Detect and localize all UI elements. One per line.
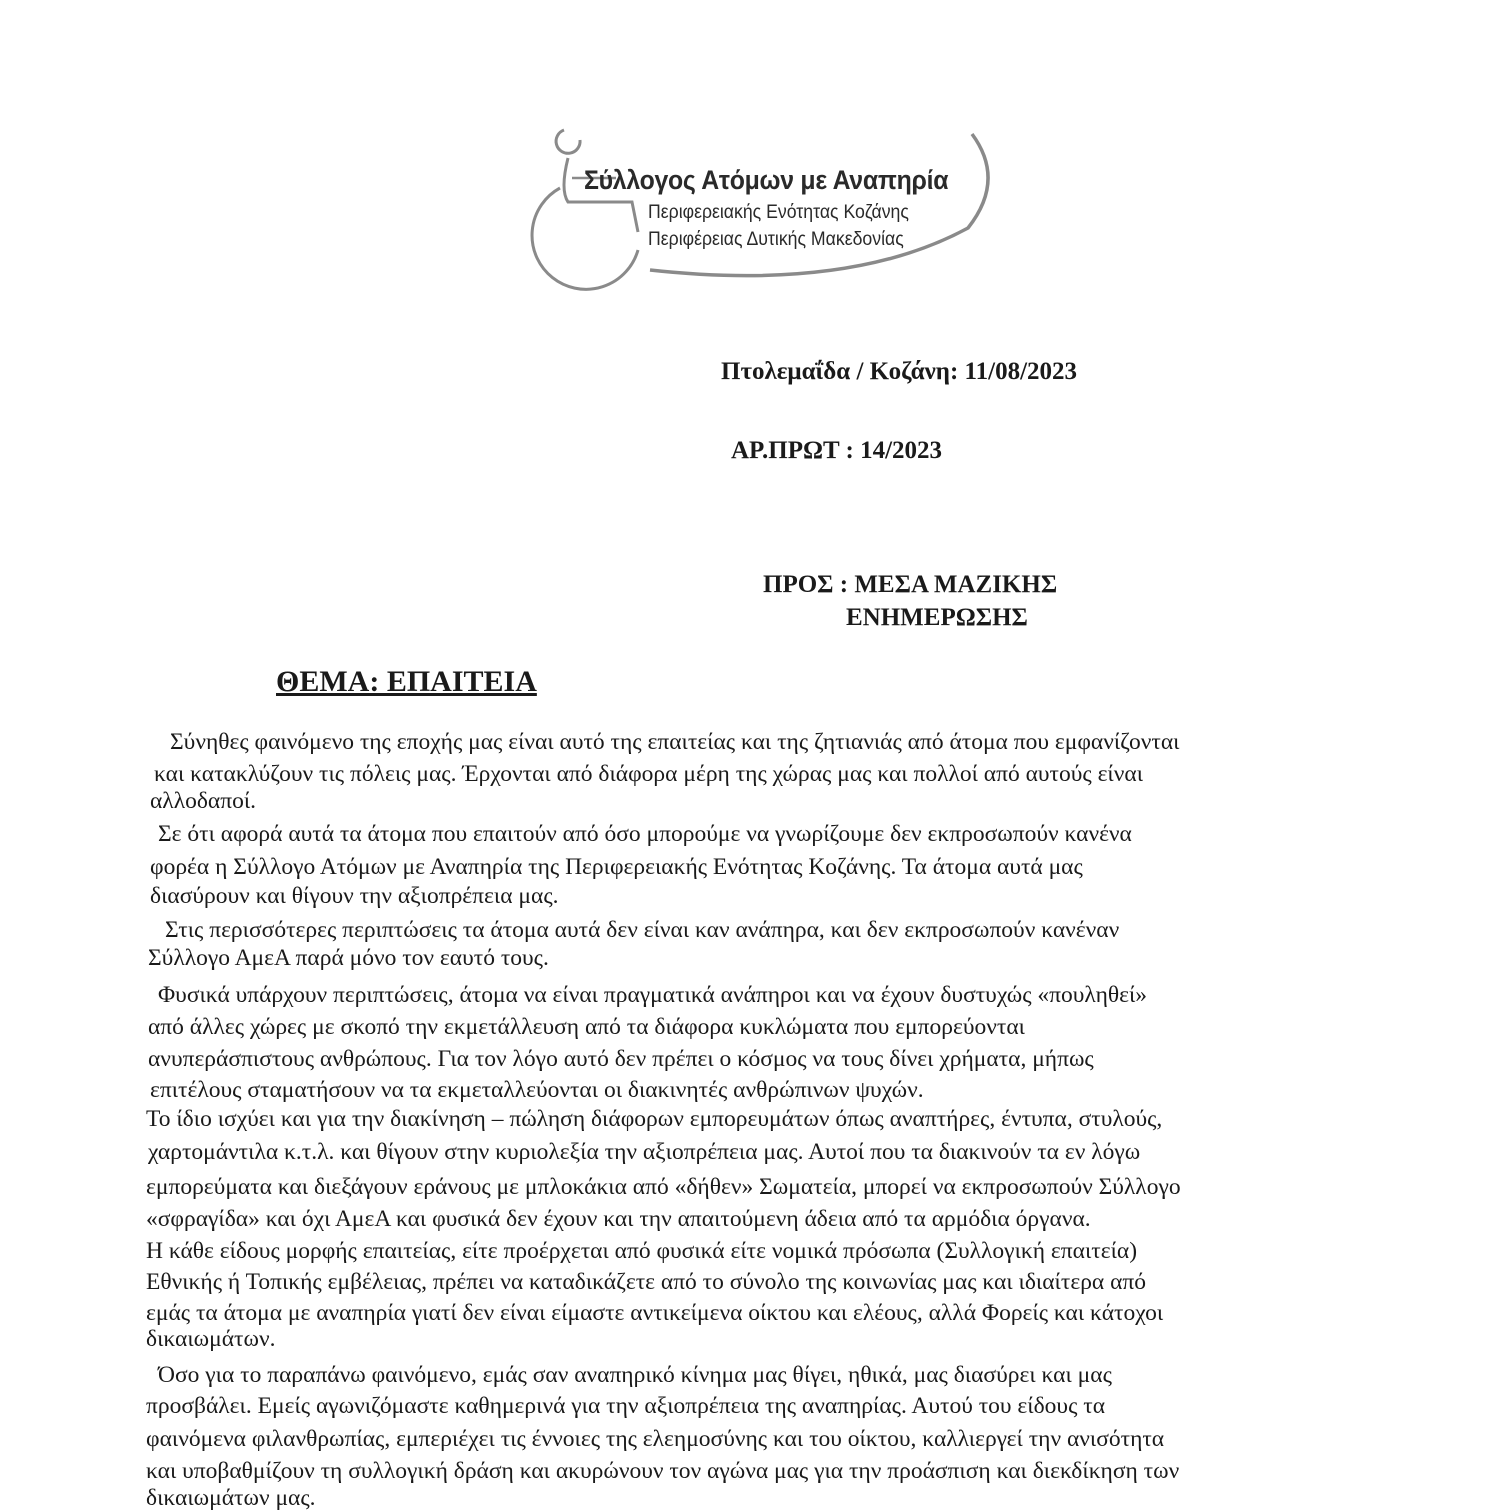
body-line: προσβάλει. Εμείς αγωνιζόμαστε καθημερινά για την αξιοπρέπεια της αναπηρίας. Αυτού του είδους τα	[146, 1393, 1106, 1419]
protocol-number: ΑΡ.ΠΡΩΤ : 14/2023	[731, 437, 943, 464]
body-line: και κατακλύζουν τις πόλεις μας. Έρχονται από διάφορα μέρη της χώρας μας και πολλοί από αυτούς είναι	[154, 761, 1144, 787]
body-line: εμάς τα άτομα με αναπηρία γιατί δεν είναι είμαστε αντικείμενα οίκτου και ελέους, αλλά Φορείς και κάτοχοι	[146, 1300, 1164, 1326]
body-line: Το ίδιο ισχύει και για την διακίνηση – πώληση διάφορων εμπορευμάτων όπως αναπτήρες, έντυπα, στυλούς,	[146, 1106, 1163, 1132]
body-line: φαινόμενα φιλανθρωπίας, εμπεριέχει τις έννοιες της ελεημοσύνης και του οίκτου, καλλιεργεί την ανισότητα	[146, 1426, 1165, 1452]
body-line: χαρτομάντιλα κ.τ.λ. και θίγουν στην κυριολεξία την αξιοπρέπεια μας. Αυτοί που τα διακινούν τα εν λόγω	[148, 1139, 1141, 1165]
body-line: φορέα η Σύλλογο Ατόμων με Αναπηρία της Περιφερειακής Ενότητας Κοζάνης. Τα άτομα αυτά μας	[150, 854, 1083, 880]
organization-logo	[520, 120, 1000, 300]
recipient-line-2: ΕΝΗΜΕΡΩΣΗΣ	[846, 604, 1028, 631]
body-line: αλλοδαποί.	[150, 788, 257, 814]
body-line: δικαιωμάτων.	[146, 1326, 276, 1352]
recipient-line-1: ΠΡΟΣ : ΜΕΣΑ ΜΑΖΙΚΗΣ	[763, 571, 1058, 598]
body-line: δικαιωμάτων μας.	[146, 1485, 316, 1511]
body-line: Στις περισσότερες περιπτώσεις τα άτομα αυτά δεν είναι καν ανάπηρα, και δεν εκπροσωπούν κανέναν	[165, 917, 1120, 943]
logo-title: Σύλλογος Ατόμων με Αναπηρία	[584, 165, 949, 195]
body-line: Σε ότι αφορά αυτά τα άτομα που επαιτούν από όσο μπορούμε να γνωρίζουμε δεν εκπροσωπούν κανένα	[158, 821, 1132, 847]
body-line: Όσο για το παραπάνω φαινόμενο, εμάς σαν αναπηρικό κίνημα μας θίγει, ηθικά, μας διασύρει και μας	[158, 1362, 1112, 1388]
body-line: εμπορεύματα και διεξάγουν εράνους με μπλοκάκια από «δήθεν» Σωματεία, μπορεί να εκπροσωπούν Σύλλογο	[146, 1174, 1181, 1200]
logo-subtitle-regional-unit: Περιφερειακής Ενότητας Κοζάνης	[648, 202, 909, 223]
body-line: Σύνηθες φαινόμενο της εποχής μας είναι αυτό της επαιτείας και της ζητιανιάς από άτομα που εμφανίζονται	[170, 729, 1180, 755]
place-date: Πτολεμαΐδα / Κοζάνη: 11/08/2023	[721, 358, 1078, 385]
body-line: από άλλες χώρες με σκοπό την εκμετάλλευση από τα διάφορα κυκλώματα που εμπορεύονται	[148, 1014, 1025, 1040]
logo-subtitle-region: Περιφέρειας Δυτικής Μακεδονίας	[648, 229, 904, 250]
body-line: «σφραγίδα» και όχι ΑμεΑ και φυσικά δεν έχουν και την απαιτούμενη άδεια από τα αρμόδια όργανα.	[146, 1206, 1091, 1232]
body-line: Η κάθε είδους μορφής επαιτείας, είτε προέρχεται από φυσικά είτε νομικά πρόσωπα (Συλλογική επαιτεία)	[146, 1238, 1138, 1264]
body-line: επιτέλους σταματήσουν να τα εκμεταλλεύονται οι διακινητές ανθρώπινων ψυχών.	[150, 1077, 924, 1103]
body-line: και υποβαθμίζουν τη συλλογική δράση και ακυρώνουν τον αγώνα μας για την προάσπιση και διεκδίκηση των	[146, 1458, 1180, 1484]
body-line: Εθνικής ή Τοπικής εμβέλειας, πρέπει να καταδικάζετε από το σύνολο της κοινωνίας μας και ιδιαίτερα από	[146, 1269, 1147, 1295]
body-line: διασύρουν και θίγουν την αξιοπρέπεια μας.	[150, 883, 559, 909]
body-line: Φυσικά υπάρχουν περιπτώσεις, άτομα να είναι πραγματικά ανάπηροι και να έχουν δυστυχώς «πουληθεί»	[158, 982, 1148, 1008]
subject-heading: ΘΕΜΑ: ΕΠΑΙΤΕΙΑ	[276, 665, 537, 698]
body-line: Σύλλογο ΑμεΑ παρά μόνο τον εαυτό τους.	[148, 945, 549, 971]
body-line: ανυπεράσπιστους ανθρώπους. Για τον λόγο αυτό δεν πρέπει ο κόσμος να τους δίνει χρήματα, μήπως	[148, 1046, 1094, 1072]
